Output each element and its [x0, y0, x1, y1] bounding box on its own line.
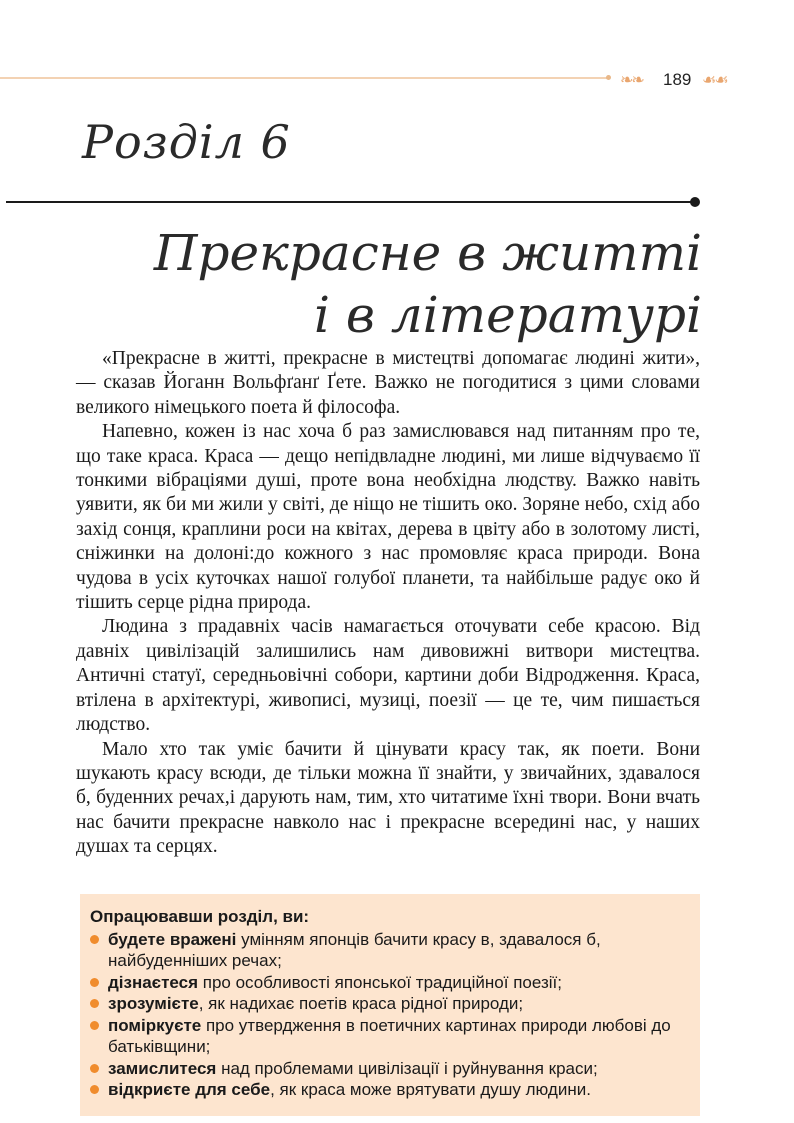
- outcome-keyword: будете вражені: [108, 929, 237, 949]
- outcome-keyword: замислитеся: [108, 1058, 217, 1078]
- bullet-icon: [90, 999, 99, 1008]
- bullet-icon: [90, 1085, 99, 1094]
- outcome-keyword: дізнаєтеся: [108, 972, 199, 992]
- outcome-text: про особливості японської традиційної поезії;: [198, 972, 562, 992]
- chapter-title-line-1: Прекрасне в житті: [153, 224, 702, 282]
- outcome-item: [90, 972, 690, 994]
- chapter-title-line-2: і в літературі: [314, 286, 702, 344]
- outcome-text: про утвердження в поетичних картинах природи любові до батьківщини;: [108, 1015, 671, 1056]
- outcome-keyword: відкриєте для себе: [108, 1080, 271, 1099]
- paragraph: «Прекрасне в житті, прекрасне в мистецтві допомагає людині жити», — сказав Йоганн Вольфґанґ Ґете. Важко не погодитися з цими словами великого німецького поета й філософа.: [76, 348, 700, 418]
- outcome-item: [90, 993, 690, 1015]
- outcome-text: умінням японців бачити красу в, здавалося б, найбуденніших речах;: [108, 929, 601, 970]
- outcomes-title: Опрацювавши розділ, ви:: [90, 907, 310, 926]
- bullet-icon: [90, 978, 99, 987]
- outcome-text: над проблемами цивілізації і руйнування краси;: [216, 1058, 598, 1078]
- outcome-keyword: зрозумієте: [108, 994, 199, 1013]
- outcome-item: [90, 1015, 690, 1058]
- bullet-icon: [90, 935, 99, 944]
- bullet-icon: [90, 1021, 99, 1030]
- outcome-item: [90, 929, 690, 972]
- outcome-text: , як краса може врятувати душу людини.: [270, 1080, 591, 1099]
- right-flourish-icon: ☙☙: [702, 70, 727, 89]
- learning-outcomes-box: [80, 894, 700, 1116]
- section-rule: [6, 201, 694, 203]
- outcomes-list: [90, 929, 690, 1101]
- paragraph: Людина з прадавніх часів намагається оточувати себе красою. Від давніх цивілізацій залишились нам дивовижні витвори мистецтва. Античні статуї, середньовічні собори, картини доби Відродження. Краса, втілена в архітектурі, живописі, музиці, поезії — це те, чим пишається людство.: [76, 616, 700, 736]
- section-label: Розділ 6: [82, 115, 291, 169]
- section-rule-dot: [690, 197, 700, 207]
- outcome-item: [90, 1079, 690, 1101]
- chapter-title: [154, 222, 702, 346]
- header-rule-dot: [606, 75, 611, 80]
- body-text: [76, 347, 700, 860]
- header-rule: [0, 77, 608, 79]
- outcome-text: , як надихає поетів краса рідної природи;: [198, 994, 524, 1013]
- paragraph: Напевно, кожен із нас хоча б раз замислювався над питанням про те, що таке краса. Краса — дещо непідвладне людині, ми лише відчуваємо її тонкими вібраціями душі, проте вона необхідна людству. Важко навіть уявити, як би ми жили у світі, де ніщо не тішить око. Зоряне небо, схід або захід сонця, краплини роси на квітах, дерева в цвіту або в золотому листі, сніжинки на долоні:до кожного з нас промовляє краса природи. Вона чудова в усіх куточках нашої голубої планети, та найбільше радує око й тішить серце рідна природа.: [76, 421, 700, 614]
- paragraph: Мало хто так уміє бачити й цінувати красу так, як поети. Вони шукають красу всюди, де тільки можна її знайти, у звичайних, здавалося б, буденних речах,і дарують нам, тим, хто читатиме їхні твори. Вони вчать нас бачити прекрасне навколо нас і прекрасне всередині нас, у наших душах та серцях.: [76, 738, 700, 858]
- outcome-item: [90, 1058, 690, 1080]
- page-number: 189: [663, 70, 692, 89]
- left-flourish-icon: ❧❧: [620, 70, 643, 89]
- outcome-keyword: поміркуєте: [108, 1015, 202, 1035]
- bullet-icon: [90, 1064, 99, 1073]
